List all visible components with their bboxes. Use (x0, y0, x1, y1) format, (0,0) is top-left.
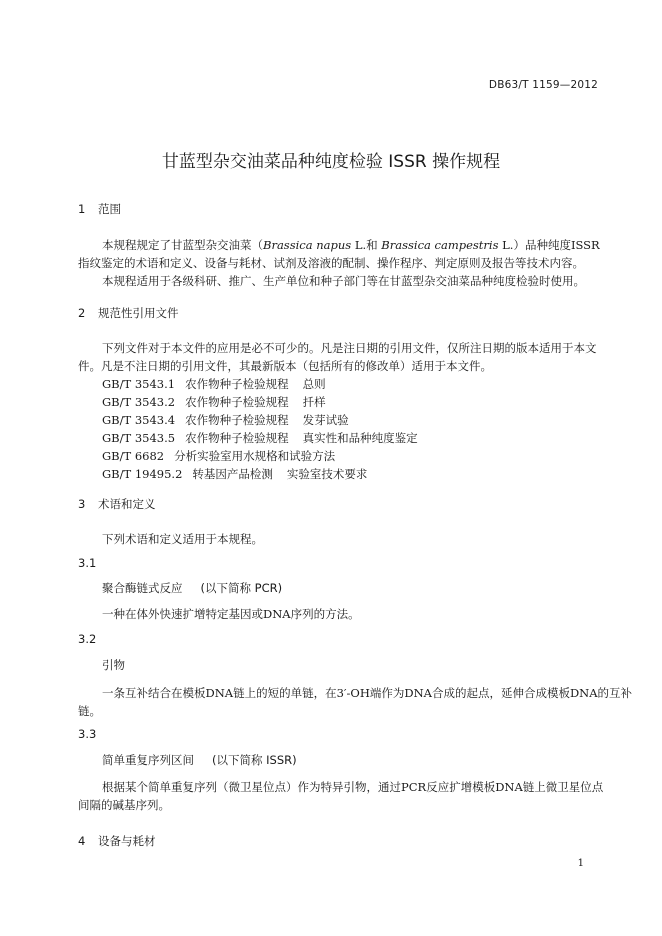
section-2-paragraph-1-cont: 件。凡是不注日期的引用文件，其最新版本（包括所有的修改单）适用于本文件。 (78, 359, 492, 373)
reference-title: 农作物种子检验规程 (185, 377, 289, 391)
text-run: 本规程规定了甘蓝型杂交油菜（ (102, 238, 263, 252)
reference-title: 农作物种子检验规程 (185, 431, 289, 445)
section-1-paragraph-1-cont: 指纹鉴定的术语和定义、设备与耗材、试剂及溶液的配制、操作程序、判定原则及报告等技术内容。 (78, 256, 584, 270)
reference-item (102, 447, 335, 465)
term-number: 3.1 (78, 556, 97, 570)
term-name: 简单重复序列区间 (102, 753, 194, 767)
reference-title: 农作物种子检验规程 (185, 395, 289, 409)
reference-code: GB/T 3543.2 (102, 395, 176, 409)
reference-title: 分析实验室用水规格和试验方法 (174, 449, 336, 463)
text-run: L.和 (351, 238, 382, 252)
section-number: 1 (78, 202, 86, 216)
term-definition-cont: 链。 (78, 704, 101, 718)
term-entry (102, 752, 297, 768)
term-name: 引物 (102, 658, 125, 672)
section-1-paragraph-2: 本规程适用于各级科研、推广、生产单位和种子部门等在甘蓝型杂交油菜品种纯度检验时使用。 (102, 274, 585, 288)
section-2-paragraph-1: 下列文件对于本文件的应用是必不可少的。凡是注日期的引用文件，仅所注日期的版本适用于本文 (102, 341, 597, 355)
section-number: 2 (78, 306, 86, 320)
reference-item (102, 429, 418, 447)
term-definition: 一条互补结合在模板DNA链上的短的单链，在3′-OH端作为DNA合成的起点，延伸合成模板DNA的互补 (102, 686, 633, 700)
term-name: 聚合酶链式反应 (102, 581, 183, 595)
section-title: 设备与耗材 (98, 834, 156, 848)
section-title: 范围 (98, 202, 121, 216)
reference-part: 真实性和品种纯度鉴定 (302, 431, 418, 445)
reference-part: 扦样 (302, 395, 326, 409)
reference-code: GB/T 3543.1 (102, 377, 176, 391)
page-number: 1 (577, 858, 584, 869)
term-definition: 一种在体外快速扩增特定基因或DNA序列的方法。 (102, 607, 360, 621)
reference-item (102, 375, 326, 393)
term-definition: 根据某个简单重复序列（微卫星位点）作为特异引物，通过PCR反应扩增模板DNA链上微卫星位点 (102, 780, 604, 794)
term-abbreviation: (以下简称 ISSR) (212, 753, 297, 767)
document-title: 甘蓝型杂交油菜品种纯度检验 ISSR 操作规程 (161, 152, 501, 172)
term-entry (102, 657, 125, 673)
term-entry (102, 580, 282, 596)
species-name: Brassica napus (263, 238, 352, 252)
section-title: 规范性引用文件 (98, 306, 179, 320)
reference-part: 发芽试验 (302, 413, 349, 427)
species-name: Brassica campestris (381, 238, 499, 252)
reference-part: 实验室技术要求 (286, 467, 368, 481)
term-number: 3.2 (78, 632, 97, 646)
section-1-paragraph-1 (78, 236, 598, 254)
section-1-heading (78, 201, 121, 217)
section-4-heading (78, 833, 156, 849)
reference-code: GB/T 3543.5 (102, 431, 176, 445)
term-number: 3.3 (78, 727, 97, 741)
reference-title: 农作物种子检验规程 (185, 413, 289, 427)
reference-part: 总则 (302, 377, 326, 391)
section-2-heading (78, 305, 179, 321)
reference-item (102, 411, 349, 429)
reference-item (102, 465, 367, 483)
section-3-heading (78, 496, 156, 512)
reference-title: 转基因产品检测 (192, 467, 273, 481)
reference-item (102, 393, 326, 411)
reference-code: GB/T 19495.2 (102, 467, 183, 481)
reference-code: GB/T 3543.4 (102, 413, 176, 427)
standard-number: DB63/T 1159—2012 (488, 79, 598, 91)
section-number: 3 (78, 497, 86, 511)
section-3-intro: 下列术语和定义适用于本规程。 (102, 532, 263, 546)
section-number: 4 (78, 834, 86, 848)
term-abbreviation: (以下简称 PCR) (200, 581, 283, 595)
reference-code: GB/T 6682 (102, 449, 165, 463)
text-run: L.）品种纯度ISSR (498, 238, 600, 252)
section-title: 术语和定义 (98, 497, 156, 511)
term-definition-cont: 间隔的碱基序列。 (78, 798, 170, 812)
